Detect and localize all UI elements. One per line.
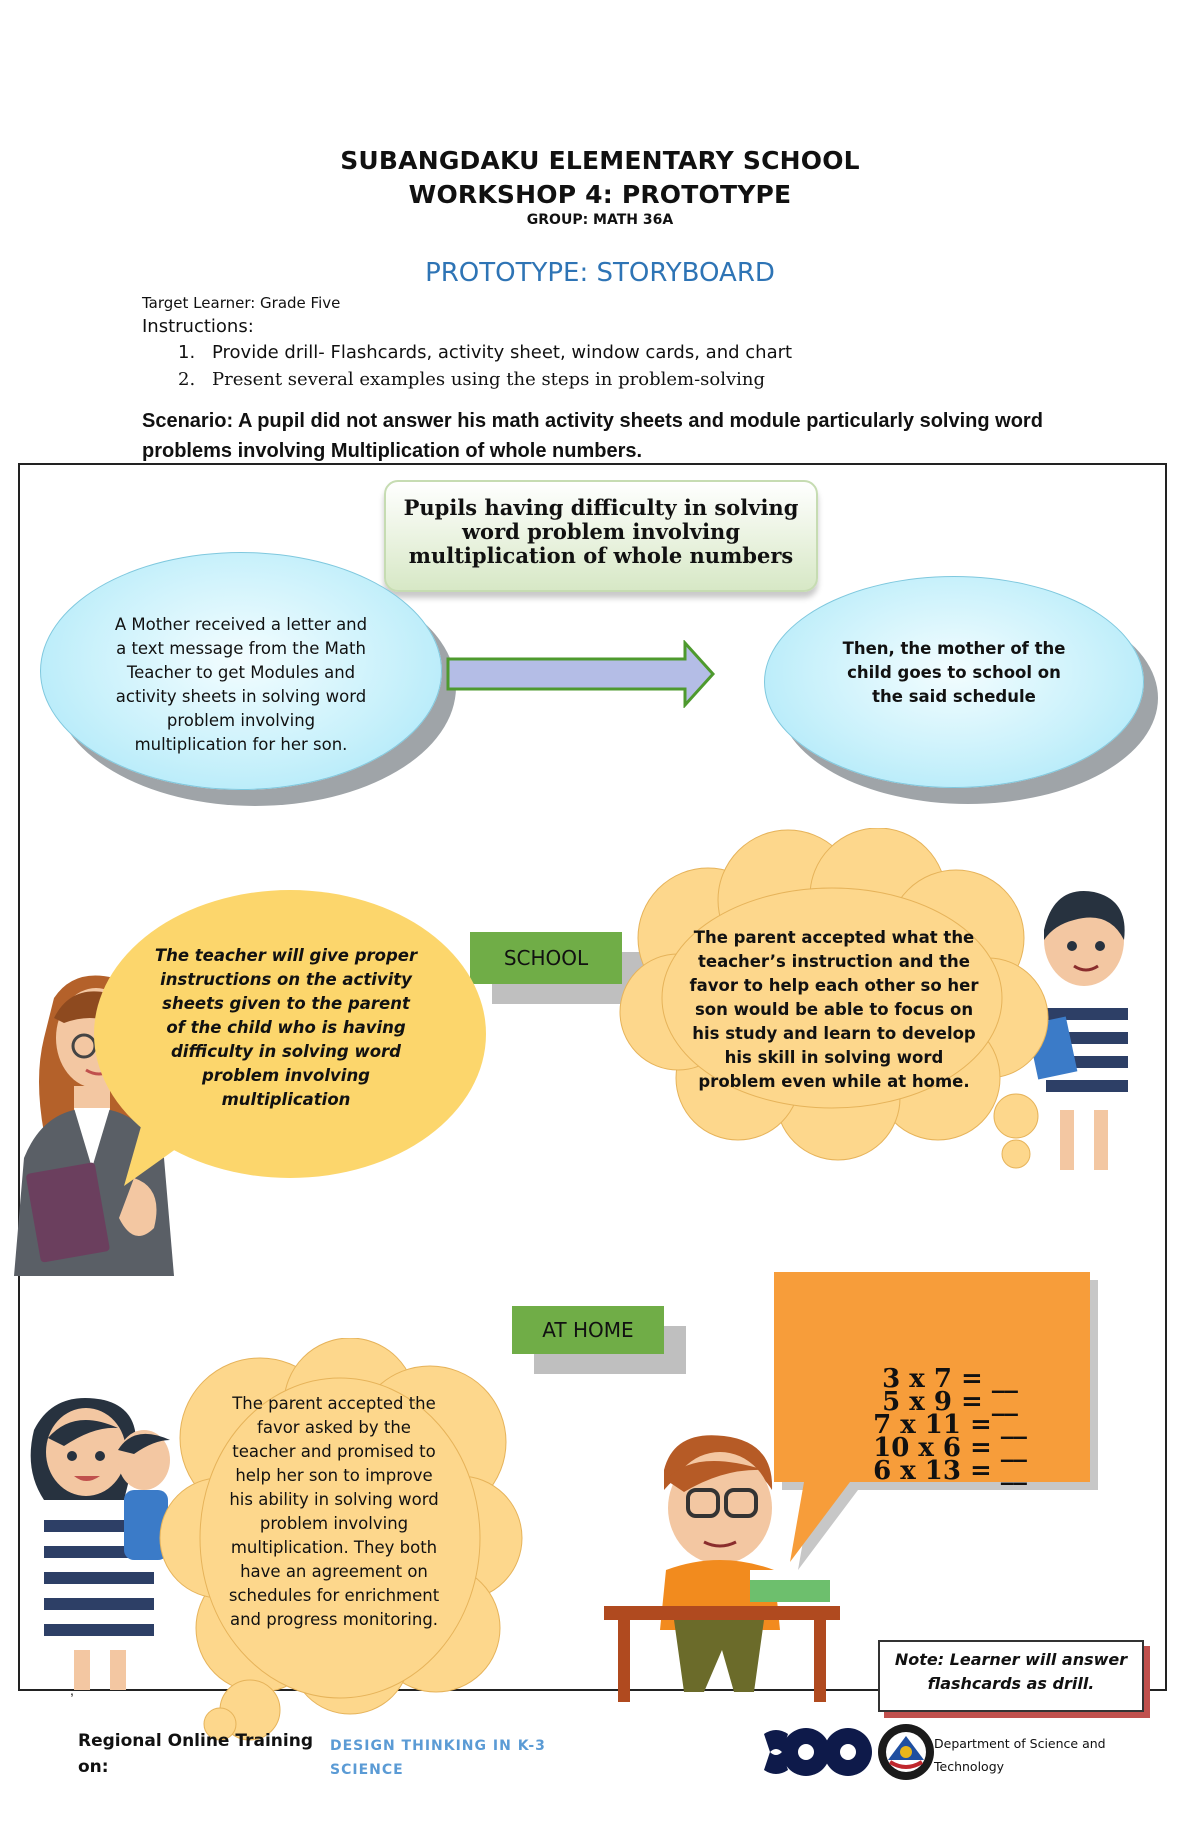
parent-cloud-text [664, 926, 1004, 1094]
title-line-3: multiplication of whole numbers [408, 543, 794, 568]
bubble-left-line: a text message from the Math [116, 639, 366, 658]
workshop-title: WORKSHOP 4: PROTOTYPE [408, 180, 792, 209]
home-cloud-line: help her son to improve [235, 1466, 433, 1485]
scenario-line-2: problems involving Multiplication of whole numbers. [142, 440, 643, 462]
seal-logo-icon [876, 1722, 936, 1782]
equation-item: 6 x 13 = __ [873, 1456, 1027, 1486]
parent-cloud-line: his study and learn to develop [692, 1024, 976, 1043]
instruction-number-2: 2. [178, 369, 196, 390]
storyboard-title-box [384, 480, 818, 592]
dost-name-line-1: Department of Science and [934, 1736, 1106, 1751]
teacher-bubble-line: problem involving [202, 1066, 370, 1085]
boy-at-desk-illustration-icon [604, 1430, 850, 1702]
note-line: Note: Learner will answer [894, 1650, 1128, 1669]
stray-mark: , [70, 1682, 74, 1698]
equation-item: 10 x 6 = __ [873, 1433, 1027, 1463]
teacher-bubble-text [126, 944, 446, 1112]
equation-item: 3 x 7 = __ [882, 1364, 1018, 1394]
instruction-number-1: 1. [178, 342, 196, 363]
teacher-bubble-line: difficulty in solving word [170, 1042, 401, 1061]
equation-item: 5 x 9 = __ [882, 1387, 1018, 1417]
home-cloud-line: favor asked by the [257, 1418, 411, 1437]
home-cloud-line: schedules for enrichment [228, 1586, 440, 1605]
teacher-bubble-line: of the child who is having [166, 1018, 406, 1037]
bubble-left-line: A Mother received a letter and [114, 615, 368, 634]
home-cloud-line: problem involving [259, 1514, 409, 1533]
bubble-left-line: Teacher to get Modules and [126, 663, 356, 682]
note-line: flashcards as drill. [927, 1674, 1095, 1693]
footer-course-line-1: DESIGN THINKING IN K-3 [330, 1738, 546, 1754]
mother-goes-to-school-bubble [764, 576, 1144, 788]
parent-cloud-line: problem even while at home. [698, 1072, 970, 1091]
school-label: SCHOOL [470, 932, 622, 984]
group-label: GROUP: MATH 36A [526, 212, 674, 228]
target-learner: Target Learner: Grade Five [142, 294, 341, 312]
footer-training-line-1: Regional Online Training [78, 1731, 313, 1751]
teacher-bubble-line: sheets given to the parent [162, 994, 410, 1013]
home-cloud-line: have an agreement on [240, 1562, 428, 1581]
parent-cloud-line: The parent accepted what the [693, 928, 975, 947]
bubble-right-line: child goes to school on [847, 663, 1061, 682]
home-cloud-line: teacher and promised to [232, 1442, 436, 1461]
bubble-left-line: problem involving [166, 711, 316, 730]
instruction-item-2: Present several examples using the steps in problem-solving [212, 369, 766, 390]
equation-item: 7 x 11 = __ [873, 1410, 1027, 1440]
instruction-item-1: Provide drill- Flashcards, activity sheet, window cards, and chart [212, 342, 793, 363]
title-line-2: word problem involving [461, 519, 740, 544]
right-arrow-icon [445, 640, 717, 708]
teacher-bubble-line: multiplication [221, 1090, 351, 1109]
scenario-line-1: Scenario: A pupil did not answer his math activity sheets and module particularly solving word [142, 410, 1043, 432]
parent-cloud-line: teacher’s instruction and the [697, 952, 970, 971]
title-line-1: Pupils having difficulty in solving [403, 495, 799, 520]
note-box [878, 1640, 1144, 1712]
home-cloud-line: his ability in solving word [229, 1490, 439, 1509]
mother-letter-bubble [40, 552, 442, 790]
parent-cloud-line: favor to help each other so her [689, 976, 979, 995]
at-home-label: AT HOME [512, 1306, 664, 1354]
parent-cloud-line: his skill in solving word [724, 1048, 944, 1067]
dost-logo-icon [762, 1724, 874, 1780]
parent-cloud-line: son would be able to focus on [694, 1000, 974, 1019]
prototype-title: PROTOTYPE: STORYBOARD [425, 258, 775, 288]
footer-course-line-2: SCIENCE [330, 1762, 404, 1778]
bubble-left-line: activity sheets in solving word [115, 687, 367, 706]
home-cloud-text [184, 1392, 484, 1632]
bubble-left-line: multiplication for her son. [134, 735, 348, 754]
teacher-bubble-line: instructions on the activity [160, 970, 412, 989]
bubble-right-line: the said schedule [872, 687, 1036, 706]
school-name: SUBANGDAKU ELEMENTARY SCHOOL [340, 146, 860, 175]
footer-training-line-2: on: [78, 1757, 109, 1777]
home-cloud-line: multiplication. They both [230, 1538, 438, 1557]
home-cloud-line: The parent accepted the [232, 1394, 436, 1413]
dost-name-line-2: Technology [934, 1759, 1005, 1774]
instructions-label: Instructions: [142, 316, 254, 337]
equation-list [850, 1364, 1050, 1486]
teacher-bubble-line: The teacher will give proper [154, 946, 418, 965]
home-cloud-line: and progress monitoring. [229, 1610, 439, 1629]
bubble-right-line: Then, the mother of the [842, 639, 1066, 658]
